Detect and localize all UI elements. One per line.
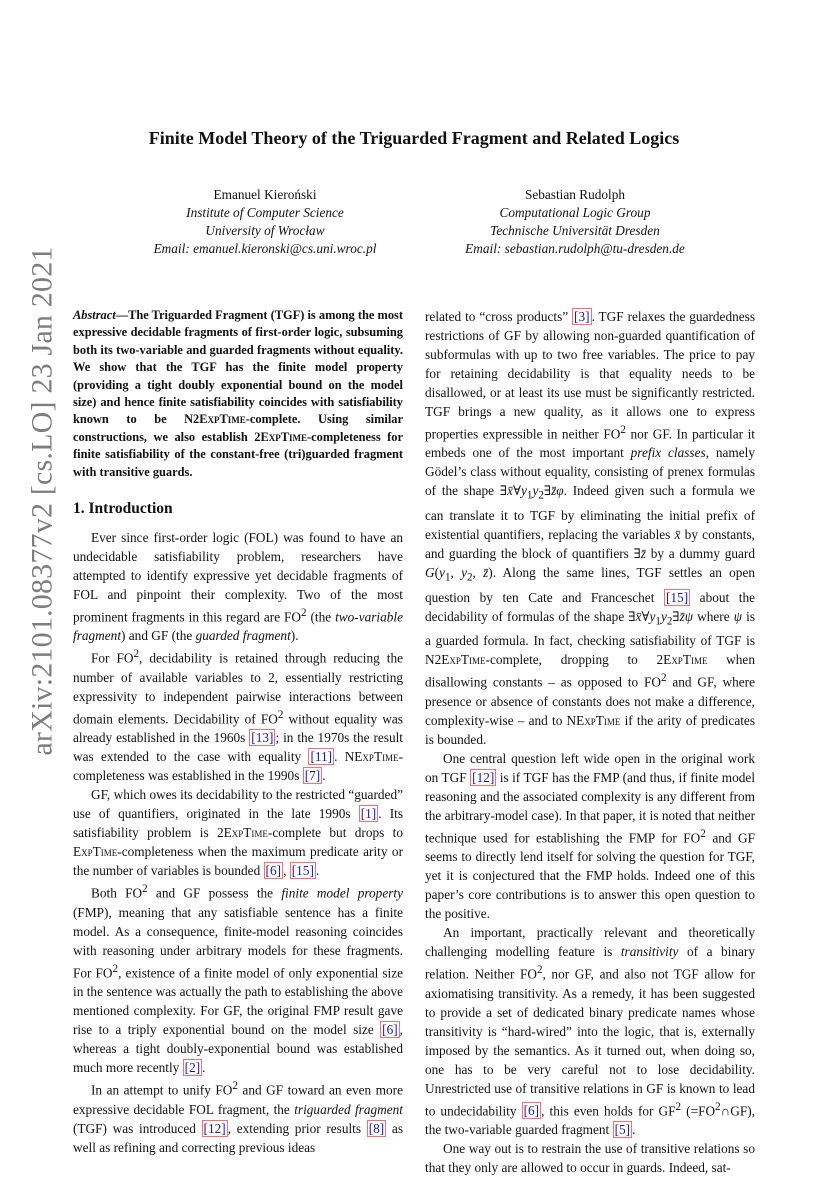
author-email: Email: sebastian.rudolph@tu-dresden.de (465, 241, 685, 256)
abstract: Abstract—The Triguarded Fragment (TGF) is among the most expressive decidable fragments of first-order logic, subsuming both its two-variable and guarded fragments without equality. We show that the TGF has the finite model property (providing a tight doubly exponential bound on the model size) and hence finite satisfiability coincides with satisfiability known to be N2ExpTime-complete. Using similar constructions, we also establish 2ExpTime-completeness for finite satisfiability of the constant-free (tri)guarded fragment with transitive guards. (73, 308, 403, 479)
citation-link[interactable]: [6] (265, 863, 282, 879)
intro-paragraph: Ever since first-order logic (FOL) was found to have an undecidable satisfiability problem, researchers have attempted to identify expressive yet decidable fragments of FOL and pinpoint their complexity. Two of the most prominent fragments in this regard are $FO^2$ (the two-variable fragment) and GF (the guarded fragment). (73, 530, 404, 644)
citation-link[interactable]: [15] (291, 863, 314, 879)
abstract-label: Abstract (73, 308, 116, 322)
intro-paragraph: Both $FO^2$ and GF possess the finite model property (FMP), meaning that any satisfiable sentence has a finite model. As a consequence, finite-model reasoning coincides with reasoning under arbitrary models for these fragments. For $FO^2$, existence of a finite model of only exponential size in the sentence was actually the path to establishing the above mentioned complexity. For GF, the original FMP result gave rise to a triply exponential bound on the model size [6] , whereas a tight doubly-exponential bound was established much more recently [2] . (73, 883, 404, 1076)
citation-link[interactable]: [3] (574, 309, 590, 324)
author-email: Email: emanuel.kieronski@cs.uni.wroc.pl (153, 241, 377, 256)
intro-paragraph: In an attempt to unify $FO^2$ and GF toward an even more expressive decidable FOL fragment, the triguarded fragment (TGF) was introduced [12] , extending prior results [8] as well as refining and correcting previous ideas (73, 1080, 404, 1155)
citation-link[interactable]: [12] (203, 1120, 226, 1136)
author-university: University of Wrocław (205, 223, 325, 238)
intro-paragraph: An important, practically relevant and theoretically challenging modelling feature is transitivity of a binary relation. Neither $FO^2$, nor GF, and also not TGF allow for axiomatising transitivity. As a remedy, it has been suggested to provide a set of dedicated binary predicate names whose transitivity is “hard-wired” into the logic, that is, externally imposed by the semantics. As it turned out, when doing so, one has to be very careful not to lose decidability. Unrestricted use of transitive relations in GF is known to lead to undecidability [6] , this even holds for $GF^2$ $(=FO^2\cap GF)$, the two-variable guarded fragment [5] . (425, 925, 756, 1138)
author-institute: Computational Logic Group (499, 205, 651, 220)
arxiv-id-text: arXiv:2101.08377v2 [cs.LO] 23 Jan 2021 (26, 245, 60, 756)
citation-link[interactable]: [13] (251, 730, 274, 746)
citation-link[interactable]: [6] (382, 1022, 398, 1038)
citation-link[interactable]: [15] (665, 589, 689, 605)
intro-paragraph: One central question left wide open in the original work on TGF [12] is if TGF has the FMP (and thus, if finite model reasoning and the associated complexity is any different from the arbitrary-model case). In that paper, it is noted that neither technique used for establishing the FMP for $FO^2$ and GF seems to directly lend itself for solving the question for TGF, yet it is conjectured that the FMP holds. Indeed one of this paper’s core contributions is to answer this open question to the positive. (425, 750, 756, 922)
abstract-text: The Triguarded Fragment (TGF) is among the most expressive decidable fragments of first-order logic, subsuming both its two-variable and guarded fragments without equality. We show that the TGF has the finite model property (providing a tight doubly exponential bound on the model size) and hence finite satisfiability coincides with satisfiability known to be N2ExpTime-complete. Using similar constructions, we also establish 2ExpTime-completeness for finite satisfiability of the constant-free (tri)guarded fragment with transitive guards. (73, 308, 403, 479)
citation-link[interactable]: [6] (523, 1103, 540, 1119)
citation-link[interactable]: [2] (184, 1060, 201, 1076)
citation-link[interactable]: [1] (360, 806, 377, 822)
arxiv-identifier-stamp (14, 245, 72, 756)
author-name: Emanuel Kieroński (213, 187, 317, 202)
section-heading-introduction: 1. Introduction (73, 500, 173, 518)
citation-link[interactable]: [7] (304, 768, 321, 784)
citation-link[interactable]: [8] (368, 1120, 385, 1136)
intro-paragraph: GF, which owes its decidability to the restricted “guarded” use of quantifiers, originated in the late 1990s [1] . Its satisfiability problem is 2ExpTime-complete but drops to ExpTime-completeness when the maximum predicate arity or the number of variables is bounded [6] , [15] . (73, 787, 403, 879)
author-name: Sebastian Rudolph (524, 187, 626, 202)
citation-link[interactable]: [12] (472, 769, 495, 785)
citation-link[interactable]: [11] (310, 749, 333, 765)
intro-paragraph: For $FO^2$, decidability is retained through reducing the number of available variables to 2, essentially restricting expressivity to independent pairwise interactions between domain elements. Decidability of $FO^2$ without equality was already established in the 1960s [13] ; in the 1970s the result was extended to the case with equality [11] . NExpTime-completeness was established in the 1990s [7] . (73, 648, 403, 784)
author-block-2 (430, 186, 720, 258)
intro-paragraph: related to “cross products” [3] . TGF relaxes the guardedness restrictions of GF by allowing non-guarded quantification of subformulas with up to two free variables. The price to pay for retaining decidability is that equality needs to be disallowed, or at least its use must be significantly restricted. TGF brings a new quality, as it allows one to express properties expressible in neither $FO^2$ nor GF. In particular it embeds one of the most important prefix classes, namely Gödel’s class without equality, consisting of prenex formulas of the shape $\exists x̄\forall y_1y_2\exists z̄\varphi$. Indeed given such a formula we can translate it to TGF by eliminating the initial prefix of existential quantifiers, replacing the variables x̄ by constants, and guarding the block of quantifiers ∃z̄ by a dummy guard $G(y_1$, $y_2$, z̄). Along the same lines, TGF settles an open question by ten Cate and Franceschet [15] about the decidability of formulas of the shape $\exists x̄\forall y_1y_2\exists z̄\psi$ where ψ is a guarded formula. In fact, checking satisfiability of TGF is N2ExpTime-complete, dropping to 2ExpTime when disallowing constants – as opposed to $FO^2$ and GF, where presence or absence of constants does not make a difference, complexity-wise – and to NExpTime if the arity of predicates is bounded. (425, 309, 756, 747)
author-institute: Institute of Computer Science (186, 205, 344, 220)
intro-paragraph: One way out is to restrain the use of transitive relations so that they only are allowed to occur in guards. Indeed, sat- (425, 1141, 755, 1176)
author-university: Technische Universität Dresden (490, 223, 660, 238)
right-column (425, 307, 755, 1177)
author-block-1 (120, 186, 410, 258)
paper-title: Finite Model Theory of the Triguarded Fragment and Related Logics (148, 128, 680, 148)
left-column (73, 307, 403, 1157)
citation-link[interactable]: [5] (614, 1122, 631, 1138)
